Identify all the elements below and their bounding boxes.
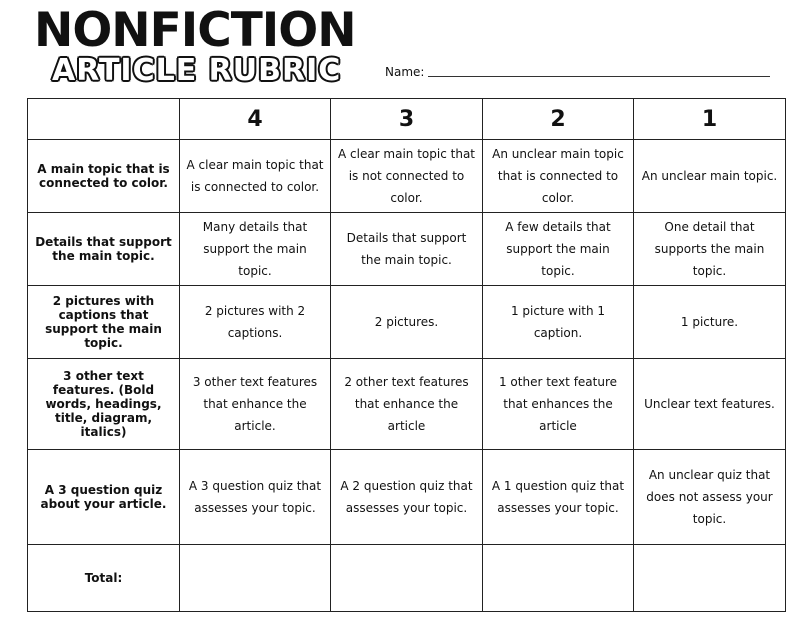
rubric-table <box>27 98 786 612</box>
score-cell[interactable]: 1 picture. <box>634 286 786 359</box>
score-cell[interactable]: 1 other text feature that enhances the article <box>483 359 634 450</box>
table-row <box>28 359 786 450</box>
score-cell[interactable]: A few details that support the main topic. <box>483 213 634 286</box>
total-cell[interactable] <box>634 545 786 612</box>
total-row <box>28 545 786 612</box>
header-blank <box>28 99 180 140</box>
criterion-cell: A 3 question quiz about your article. <box>28 450 180 545</box>
score-cell[interactable]: An unclear quiz that does not assess your topic. <box>634 450 786 545</box>
score-cell[interactable]: Many details that support the main topic. <box>180 213 331 286</box>
score-cell[interactable]: Details that support the main topic. <box>331 213 483 286</box>
total-cell[interactable] <box>180 545 331 612</box>
total-cell[interactable] <box>483 545 634 612</box>
score-cell[interactable]: A 2 question quiz that assesses your topic. <box>331 450 483 545</box>
score-cell[interactable]: A 1 question quiz that assesses your topic. <box>483 450 634 545</box>
table-row <box>28 450 786 545</box>
criterion-cell: 2 pictures with captions that support the main topic. <box>28 286 180 359</box>
criterion-cell: 3 other text features. (Bold words, headings, title, diagram, italics) <box>28 359 180 450</box>
header-score-2: 2 <box>483 99 634 140</box>
score-cell[interactable]: 2 pictures. <box>331 286 483 359</box>
score-cell[interactable]: 2 pictures with 2 captions. <box>180 286 331 359</box>
table-row <box>28 140 786 213</box>
title-subtitle: ARTICLE RUBRIC <box>52 53 342 88</box>
table-row <box>28 286 786 359</box>
criterion-cell: A main topic that is connected to color. <box>28 140 180 213</box>
name-line[interactable] <box>428 64 770 77</box>
score-cell[interactable]: A clear main topic that is connected to color. <box>180 140 331 213</box>
name-label: Name: <box>385 65 425 79</box>
score-cell[interactable]: An unclear main topic. <box>634 140 786 213</box>
score-cell[interactable]: An unclear main topic that is connected to color. <box>483 140 634 213</box>
score-cell[interactable]: One detail that supports the main topic. <box>634 213 786 286</box>
score-cell[interactable]: Unclear text features. <box>634 359 786 450</box>
title-main: NONFICTION <box>34 3 356 58</box>
total-label: Total: <box>28 545 180 612</box>
total-cell[interactable] <box>331 545 483 612</box>
score-cell[interactable]: A 3 question quiz that assesses your topic. <box>180 450 331 545</box>
score-cell[interactable]: 1 picture with 1 caption. <box>483 286 634 359</box>
header-score-1: 1 <box>634 99 786 140</box>
criterion-cell: Details that support the main topic. <box>28 213 180 286</box>
header-row <box>28 99 786 140</box>
table-row <box>28 213 786 286</box>
score-cell[interactable]: 3 other text features that enhance the article. <box>180 359 331 450</box>
header-score-4: 4 <box>180 99 331 140</box>
name-field[interactable] <box>385 64 770 79</box>
score-cell[interactable]: A clear main topic that is not connected to color. <box>331 140 483 213</box>
score-cell[interactable]: 2 other text features that enhance the article <box>331 359 483 450</box>
header-score-3: 3 <box>331 99 483 140</box>
